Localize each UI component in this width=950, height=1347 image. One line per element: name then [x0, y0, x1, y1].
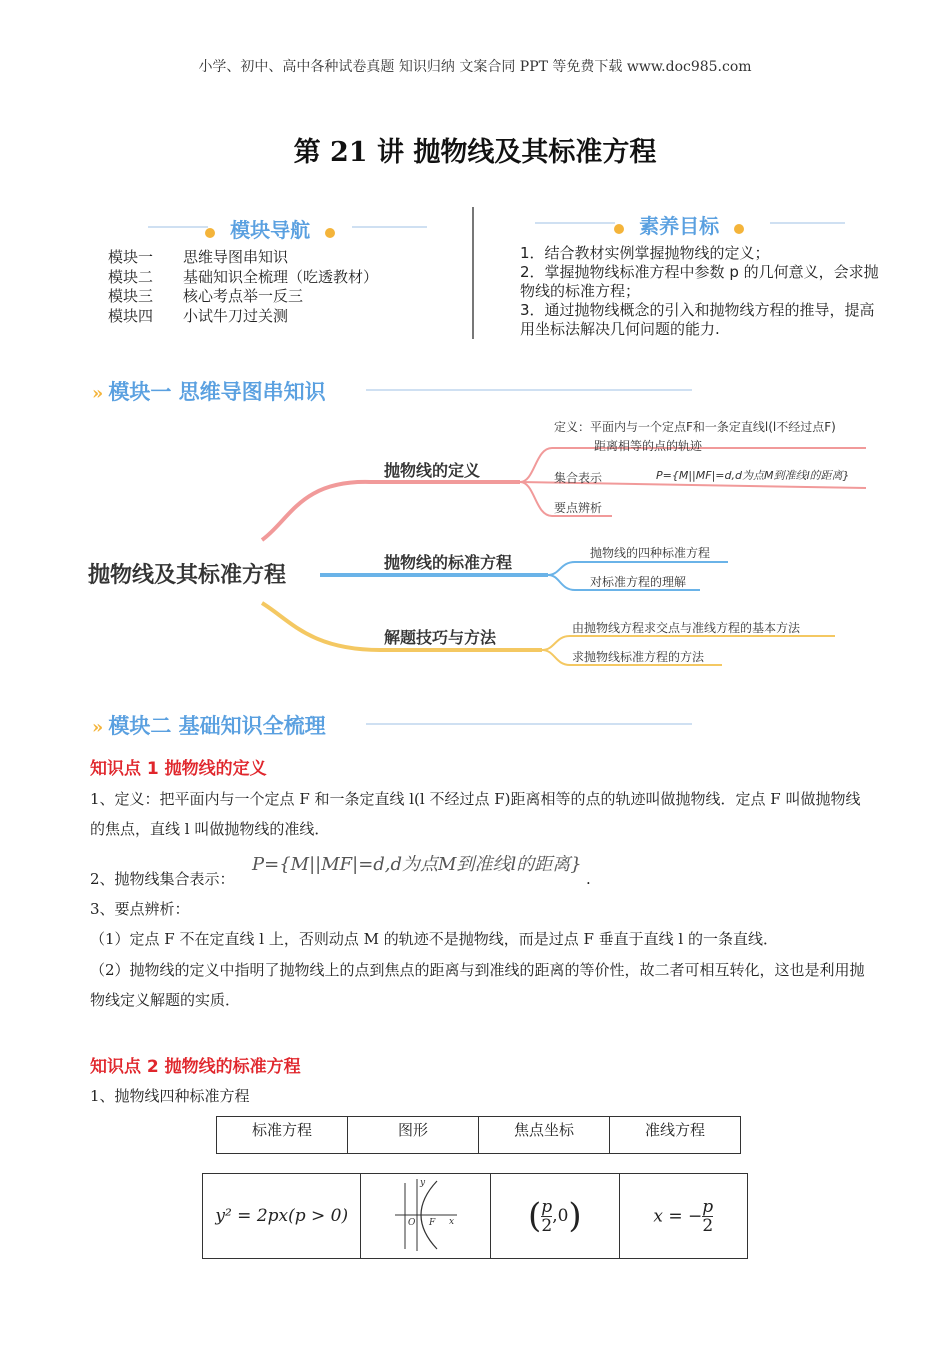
goals-heading-wrap: [614, 210, 744, 239]
nav-item-key: 模块一: [108, 248, 154, 266]
svg-text:F: F: [428, 1218, 436, 1228]
double-chevron-icon: »: [92, 717, 104, 738]
svg-text:x: x: [448, 1217, 454, 1227]
paragraph: 1、定义：把平面内与一个定点 F 和一条定直线 l(l 不经过点 F)距离相等的点的轨迹叫做抛物线．定点 F 叫做抛物线的焦点，直线 l 叫做抛物线的准线．: [90, 790, 861, 838]
module2-heading-wrap: [92, 710, 326, 740]
mind-map-leaf: 定义：平面内与一个定点F和一条定直线l(l不经过点F): [554, 420, 836, 434]
goals-heading: 素养目标: [639, 214, 720, 238]
nav-item-label: 思维导图串知识: [183, 248, 289, 266]
focus-cell: ( $\frac{p}{2}$ ,0): [491, 1174, 619, 1259]
goal-item: 1．结合教材实例掌握抛物线的定义；: [520, 244, 770, 262]
dot-icon: [614, 224, 624, 234]
nav-heading-wrap: [205, 214, 335, 243]
equation-cell: y² = 2px(p > 0): [203, 1174, 361, 1259]
graph-cell: [361, 1174, 491, 1259]
directrix-numerator: p: [702, 1196, 714, 1217]
knowledge-point-heading: 知识点 1 抛物线的定义: [90, 759, 267, 779]
nav-item-label: 基础知识全梳理（吃透教材）: [183, 267, 379, 286]
mind-map-root: 抛物线及其标准方程: [88, 563, 287, 588]
set-formula: P={M||MF|=d,d为点M到准线l的距离}: [252, 854, 582, 875]
double-chevron-icon: »: [92, 383, 104, 404]
standard-equation-table-head: [216, 1116, 741, 1154]
paragraph-end: .: [586, 870, 591, 888]
nav-item-label: 小试牛刀过关测: [183, 306, 289, 325]
page-header: 小学、初中、高中各种试卷真题 知识归纳 文案合同 PPT 等免费下载 www.doc985.com: [198, 59, 752, 75]
mind-map-branch: 抛物线的定义: [384, 461, 481, 480]
module1-heading: 模块一 思维导图串知识: [108, 380, 326, 404]
mind-map-branch: 解题技巧与方法: [384, 628, 497, 647]
paragraph-label: 2、抛物线集合表示：: [90, 870, 235, 888]
mind-map-leaf: 求抛物线标准方程的方法: [572, 650, 705, 664]
nav-item-key: 模块三: [108, 287, 154, 305]
mind-map-leaf: 抛物线的四种标准方程: [590, 546, 711, 560]
table-header-cell: 标准方程: [217, 1117, 348, 1154]
divider: [148, 226, 208, 228]
mind-map-leaf: 集合表示: [554, 471, 603, 485]
dot-icon: [734, 224, 744, 234]
page-title: 第 21 讲 抛物线及其标准方程: [293, 137, 657, 168]
table-header-cell: 图形: [348, 1117, 479, 1154]
table-row: [203, 1174, 748, 1259]
paragraph: （2）抛物线的定义中指明了抛物线上的点到焦点的距离与到准线的距离的等价性，故二者可相互转化，这也是利用抛物线定义解题的实质．: [90, 961, 865, 1009]
divider: [366, 723, 692, 725]
nav-list: [108, 248, 378, 326]
focus-y: 0: [557, 1206, 569, 1226]
nav-item-key: 模块四: [108, 306, 154, 325]
svg-text:y: y: [419, 1178, 425, 1188]
knowledge-point-heading: 知识点 2 抛物线的标准方程: [90, 1057, 301, 1077]
vertical-divider: [472, 207, 474, 339]
mind-map-branch: 抛物线的标准方程: [384, 553, 513, 572]
mind-map-leaf: 由抛物线方程求交点与准线方程的基本方法: [572, 621, 801, 635]
goal-item: 2．掌握抛物线标准方程中参数 p 的几何意义，会求抛物线的标准方程；: [520, 263, 879, 300]
mind-map-leaf: 对标准方程的理解: [590, 575, 687, 589]
dot-icon: [325, 228, 335, 238]
paragraph: 1、抛物线四种标准方程: [90, 1087, 250, 1105]
directrix-denominator: 2: [702, 1215, 714, 1236]
mind-map-leaf: 距离相等的点的轨迹: [594, 439, 703, 453]
paragraph: 3、要点辨析：: [90, 900, 190, 918]
directrix-lhs: x = −: [653, 1206, 703, 1226]
focus-numerator: p: [541, 1196, 553, 1217]
goals-list: [520, 244, 880, 339]
mind-map-formula: P={M||MF|=d,d为点M到准线l的距离}: [656, 469, 850, 482]
nav-item-label: 核心考点举一反三: [183, 287, 304, 305]
mind-map-leaf: 要点辨析: [554, 501, 603, 515]
goal-item: 3．通过抛物线概念的引入和抛物线方程的推导，提高用坐标法解决几何问题的能力.: [520, 301, 875, 338]
paragraph: （1）定点 F 不在定直线 l 上，否则动点 M 的轨迹不是抛物线，而是过点 F 垂直于直线 l 的一条直线．: [90, 930, 778, 948]
table-header-cell: 准线方程: [610, 1117, 741, 1154]
parabola-graph: [391, 1175, 461, 1253]
divider: [366, 389, 692, 391]
divider: [535, 222, 615, 224]
dot-icon: [205, 228, 215, 238]
divider: [770, 222, 845, 224]
focus-denominator: 2: [541, 1215, 553, 1236]
directrix-cell: [619, 1174, 747, 1259]
table-header-cell: 焦点坐标: [479, 1117, 610, 1154]
standard-equation-table: [202, 1173, 748, 1259]
nav-heading: 模块导航: [230, 218, 311, 242]
module2-heading: 模块二 基础知识全梳理: [108, 714, 326, 738]
svg-text:O: O: [407, 1218, 416, 1228]
divider: [352, 226, 427, 228]
nav-item-key: 模块二: [108, 267, 154, 286]
